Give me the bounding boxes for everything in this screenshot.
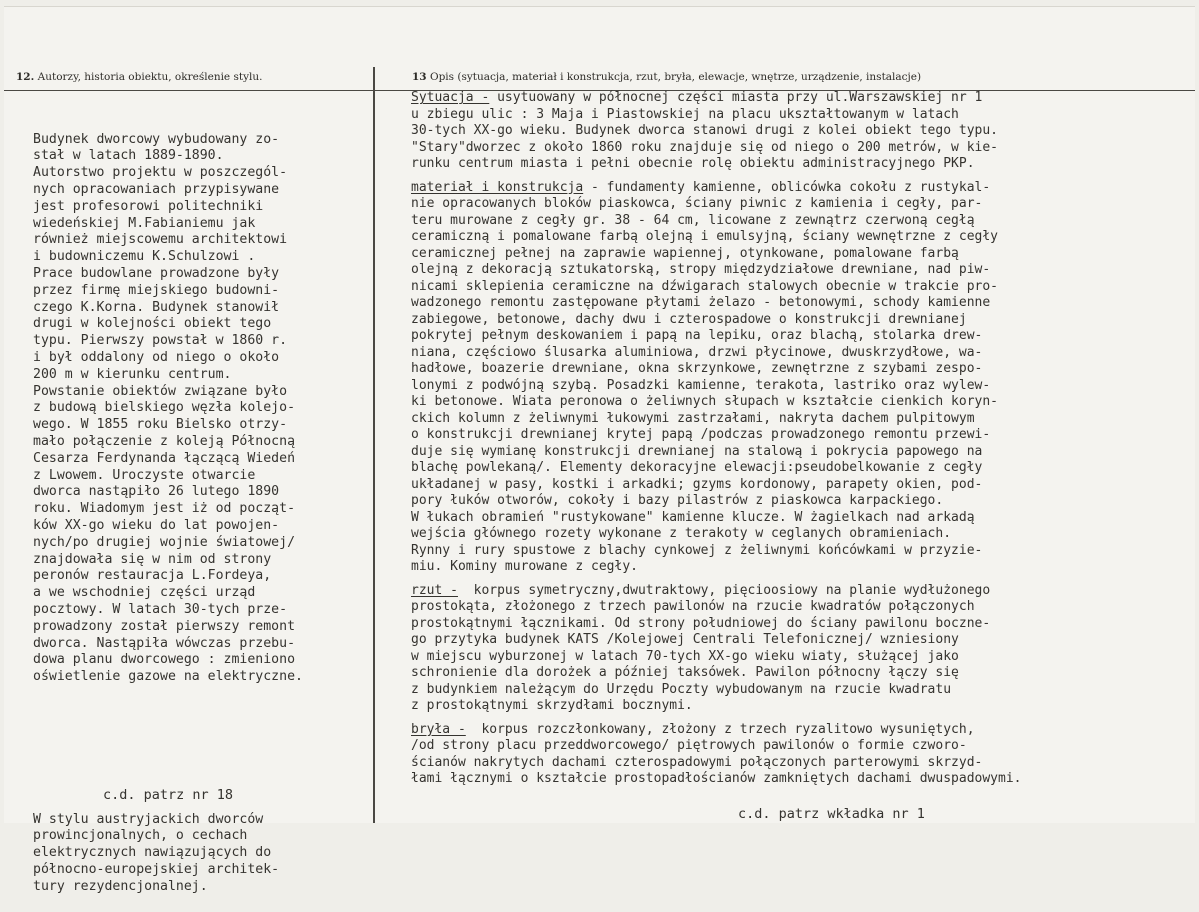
section-label: rzut - — [411, 582, 458, 598]
text-line: nych opracowaniach przypisywane — [33, 181, 280, 197]
text-line: nych/po drugiej wojnie światowej/ — [33, 534, 296, 550]
continued-note-left: c.d. patrz nr 18 — [103, 787, 234, 803]
text-line: typu. Pierwszy powstał w 1860 r. — [33, 333, 288, 349]
text-line: prostokąta, złożonego z trzech pawilonów na rzucie kwadratów połączonych — [411, 599, 975, 614]
text-line: przez firmę miejskiego budowni- — [33, 282, 280, 298]
section-12-number: 12. — [16, 71, 35, 83]
text-line: wadzonego remontu zastępowane płytami żelazo - betonowymi, schody kamienne — [411, 295, 991, 310]
text-line: oświetlenie gazowe na elektryczne. — [33, 669, 303, 685]
text-line: ków XX-go wieku do lat powojen- — [33, 517, 280, 533]
text-line: roku. Wiadomym jest iż od począt- — [33, 501, 296, 517]
text-line: 30-tych XX-go wieku. Budynek dworca stanowi drugi z kolei obiekt tego typu. — [411, 123, 998, 138]
description-section — [411, 583, 1021, 715]
text-line: runku centrum miasta i pełni obecnie rolę obiektu administracyjnego PKP. — [411, 156, 975, 171]
section-first-line-text: korpus symetryczny,dwutraktowy, pięcioosiowy na planie wydłużonego — [457, 582, 991, 598]
text-line: dworca nastąpiło 26 lutego 1890 — [33, 484, 280, 500]
text-line: Budynek dworcowy wybudowany zo- — [33, 131, 280, 147]
text-line: zabiegowe, betonowe, dachy dwu i czterospadowe o konstrukcji drewnianej — [411, 311, 967, 327]
text-line: ki betonowe. Wiata peronowa o żeliwnych słupach w kształcie cienkich koryn- — [411, 394, 998, 409]
text-line: mało połączenie z koleją Północną — [33, 433, 296, 449]
section-first-line-text: usytuowany w północnej części miasta przy ul.Warszawskiej nr 1 — [489, 90, 983, 105]
text-line: w miejscu wyburzonej w latach 70-tych XX-go wieku wiaty, służącej jako — [411, 648, 959, 664]
text-line: prowincjonalnych, o cechach — [33, 828, 248, 844]
text-line: Autorstwo projektu w poszczegól- — [33, 165, 288, 181]
section-first-line — [411, 583, 1021, 600]
section-12-header — [16, 71, 262, 83]
text-line: teru murowane z cegły gr. 38 - 64 cm, licowane z zewnątrz czerwoną cegłą — [411, 212, 975, 228]
text-line: go przytyka budynek KATS /Kolejowej Centrali Telefonicznej/ wzniesiony — [411, 632, 959, 647]
section-first-line — [411, 90, 1021, 107]
text-line: ścianów nakrytych dachami czterospadowymi połączonych parterowymi skrzyd- — [411, 754, 983, 770]
right-column — [411, 90, 1021, 788]
text-line: czego K.Korna. Budynek stanowił — [33, 299, 280, 315]
text-line: 200 m w kierunku centrum. — [33, 366, 232, 382]
history-text — [33, 132, 303, 686]
text-line: i był oddalony od niego o około — [33, 349, 280, 365]
text-line: również miejscowemu architektowi — [33, 232, 288, 248]
style-text — [33, 812, 303, 896]
text-line: z Lwowem. Uroczyste otwarcie — [33, 467, 256, 483]
text-line: z prostokątnymi skrzydłami bocznymi. — [411, 698, 693, 713]
text-line: lonymi z podwójną szybą. Posadzki kamienne, terakota, lastriko oraz wylew- — [411, 377, 991, 393]
text-line: z budynkiem należącym do Urzędu Poczty wybudowanym na rzucie kwadratu — [411, 681, 952, 697]
text-line: W łukach obramień "rustykowane" kamienne klucze. W żagielkach nad arkadą — [411, 509, 975, 525]
text-line: stał w latach 1889-1890. — [33, 148, 224, 164]
continued-note-right: c.d. patrz wkładka nr 1 — [738, 806, 925, 822]
section-first-line-text: - fundamenty kamienne, oblicówka cokołu z rustykal- — [583, 179, 991, 195]
text-line: u zbiegu ulic : 3 Maja i Piastowskiej na placu ukształtowanym w latach — [411, 106, 959, 122]
section-first-line — [411, 722, 1021, 739]
text-line: /od strony placu przeddworcowego/ piętrowych pawilonów o formie czworo- — [411, 738, 967, 753]
text-line: drugi w kolejności obiekt tego — [33, 316, 272, 332]
text-line: pokrytej pełnym deskowaniem i papą na lepiku, oraz blachą, stolarka drew- — [411, 328, 983, 343]
text-line: wego. W 1855 roku Bielsko otrzy- — [33, 417, 288, 433]
description-section — [411, 180, 1021, 576]
text-line: wiedeńskiej M.Fabianiemu jak — [33, 215, 256, 231]
text-line: o konstrukcji drewnianej krytej papą /podczas prowadzonego remontu przewi- — [411, 427, 991, 442]
text-line: jest profesorowi politechniki — [33, 198, 264, 214]
section-first-line-text: korpus rozczłonkowany, złożony z trzech ryzalitowo wysuniętych, — [465, 721, 975, 737]
text-line: znajdowała się w nim od strony — [33, 551, 272, 567]
column-divider — [373, 67, 375, 823]
text-line: nicami sklepienia ceramiczne na dźwigarach stalowych obecnie w trakcie pro- — [411, 278, 998, 294]
text-line: ckich kolumn z żeliwnymi łukowymi zastrzałami, nakryta dachem pulpitowym — [411, 410, 975, 426]
text-line: a we wschodniej części urząd — [33, 585, 256, 601]
text-line: ceramiczną i pomalowane farbą olejną i emulsyjną, ściany wewnętrzne z cegły — [411, 229, 998, 244]
text-line: Powstanie obiektów związane było — [33, 383, 288, 399]
description-section — [411, 722, 1021, 788]
text-line: pocztowy. W latach 30-tych prze- — [33, 601, 288, 617]
text-line: blachę powlekaną/. Elementy dekoracyjne elewacji:pseudobelkowanie z cegły — [411, 460, 983, 475]
section-label: bryła - — [411, 721, 466, 737]
text-line: hadłowe, boazerie drewniane, okna skrzynkowe, zewnętrzne z szybami zespo- — [411, 361, 983, 376]
text-line: elektrycznych nawiązujących do — [33, 845, 272, 861]
text-line: miu. Kominy murowane z cegły. — [411, 559, 638, 574]
section-label: materiał i konstrukcja — [411, 179, 584, 195]
text-line: nie opracowanych bloków piaskowca, ściany piwnic z kamienia i cegły, par- — [411, 196, 983, 211]
text-line: układanej w pasy, kostki i arkadki; gzyms kordonowy, parapety okien, pod- — [411, 476, 983, 492]
section-first-line — [411, 180, 1021, 197]
text-line: duje się wymianę konstrukcji drewnianej na stalową i pokrycia papowego na — [411, 443, 983, 459]
text-line: pory łuków otworów, cokoły i bazy pilastrów z piaskowca karpackiego. — [411, 493, 944, 508]
section-13-header — [412, 71, 921, 83]
text-line: łami łącznymi o kształcie prostopadłościanów zamkniętych dachami dwuspadowymi. — [411, 771, 1022, 786]
text-line: prostokątnymi łącznikami. Od strony południowej do ściany pawilonu boczne- — [411, 615, 991, 631]
text-line: północno-europejskiej architek- — [33, 862, 280, 878]
text-line: schronienie dla dorożek a później taksówek. Pawilon północny łączy się — [411, 665, 959, 680]
text-line: W stylu austryjackich dworców — [33, 811, 264, 827]
text-line: olejną z dekoracją sztukatorską, stropy międzydziałowe drewniane, nad piw- — [411, 262, 991, 277]
section-label: Sytuacja - — [411, 90, 490, 105]
text-line: peronów restauracja L.Fordeya, — [33, 568, 272, 584]
text-line: i budowniczemu K.Schulzowi . — [33, 249, 256, 265]
text-line: niana, częściowo ślusarka aluminiowa, drzwi płycinowe, dwuskrzydłowe, wa- — [411, 344, 983, 360]
text-line: Rynny i rury spustowe z blachy cynkowej z żeliwnymi końcówkami w przyzie- — [411, 542, 983, 558]
text-line: "Stary"dworzec z około 1860 roku znajduje się od niego o 200 metrów, w kie- — [411, 139, 998, 155]
text-line: z budową bielskiego węzła kolejo- — [33, 400, 296, 416]
section-13-number: 13 — [412, 71, 427, 83]
text-line: prowadzony został pierwszy remont — [33, 618, 296, 634]
description-section — [411, 90, 1021, 173]
text-line: Cesarza Ferdynanda łączącą Wiedeń — [33, 450, 296, 466]
text-line: ceramicznej pełnej na zaprawie wapiennej, otynkowane, pomalowane farbą — [411, 245, 959, 261]
text-line: tury rezydencjonalnej. — [33, 878, 208, 894]
text-line: dowa planu dworcowego : zmieniono — [33, 652, 296, 668]
section-12-title: Autorzy, historia obiektu, określenie stylu. — [37, 71, 263, 83]
text-line: Prace budowlane prowadzone były — [33, 265, 280, 281]
text-line: wejścia głównego rozety wykonane z terakoty w ceglanych obramieniach. — [411, 526, 952, 541]
section-13-title: Opis (sytuacja, materiał i konstrukcja, rzut, bryła, elewacje, wnętrze, urządzenie, instalacje) — [429, 71, 922, 83]
text-line: dworca. Nastąpiła wówczas przebu- — [33, 635, 296, 651]
